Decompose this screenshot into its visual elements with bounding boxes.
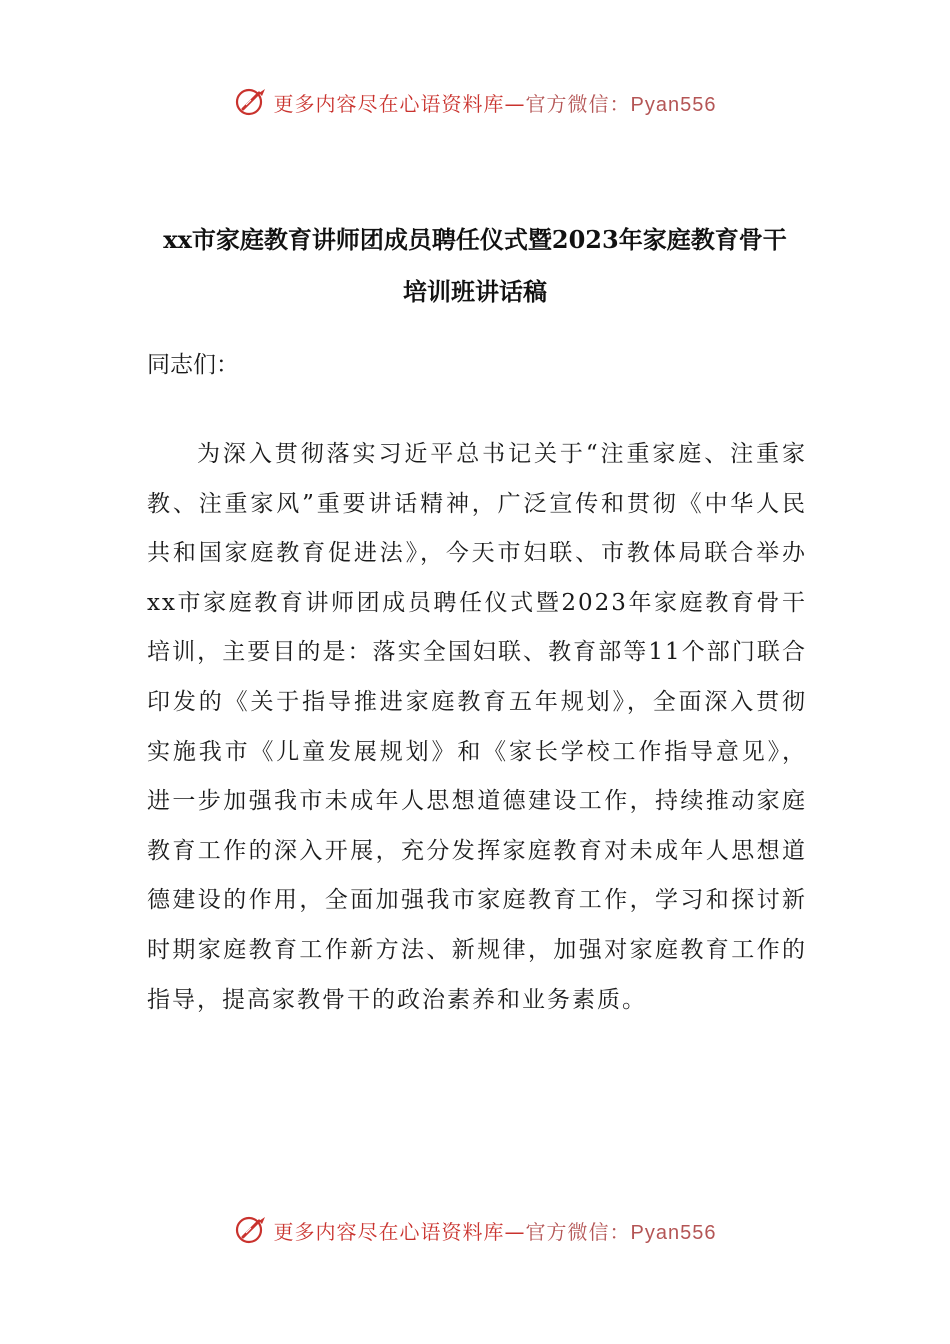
title-line-1: xx市家庭教育讲师团成员聘任仪式暨2023年家庭教育骨干: [163, 225, 787, 254]
footer-dash: —: [504, 1219, 526, 1244]
header-banner-text: [274, 88, 717, 117]
pen-logo-icon: [234, 85, 268, 119]
footer-banner-text: [274, 1216, 717, 1245]
header-wechat-label: 官方微信：: [525, 91, 631, 116]
footer-wechat-label: 官方微信：: [525, 1219, 631, 1244]
header-banner: [0, 82, 950, 122]
pen-logo-icon: [234, 1213, 268, 1247]
header-wechat-id: Pyan556: [630, 93, 717, 116]
document-title: [100, 214, 850, 318]
salutation: 同志们：: [147, 352, 239, 378]
footer-wechat-id: Pyan556: [630, 1221, 717, 1244]
header-dash: —: [504, 91, 526, 116]
footer-site-text: 更多内容尽在心语资料库: [273, 1219, 505, 1244]
header-site-text: 更多内容尽在心语资料库: [273, 91, 505, 116]
footer-banner: [0, 1210, 950, 1250]
body-paragraph: 为深入贯彻落实习近平总书记关于“注重家庭、注重家教、注重家风”重要讲话精神，广泛宣传和贯彻《中华人民共和国家庭教育促进法》，今天市妇联、市教体局联合举办xx市家庭教育讲师团成员聘任仪式暨2023年家庭教育骨干培训，主要目的是：落实全国妇联、教育部等11个部门联合印发的《关于指导推进家庭教育五年规划》，全面深入贯彻实施我市《儿童发展规划》和《家长学校工作指导意见》，进一步加强我市未成年人思想道德建设工作，持续推动家庭教育工作的深入开展，充分发挥家庭教育对未成年人思想道德建设的作用，全面加强我市家庭教育工作，学习和探讨新时期家庭教育工作新方法、新规律，加强对家庭教育工作的指导，提高家教骨干的政治素养和业务素质。: [147, 441, 807, 1013]
title-line-2: 培训班讲话稿: [403, 277, 547, 306]
